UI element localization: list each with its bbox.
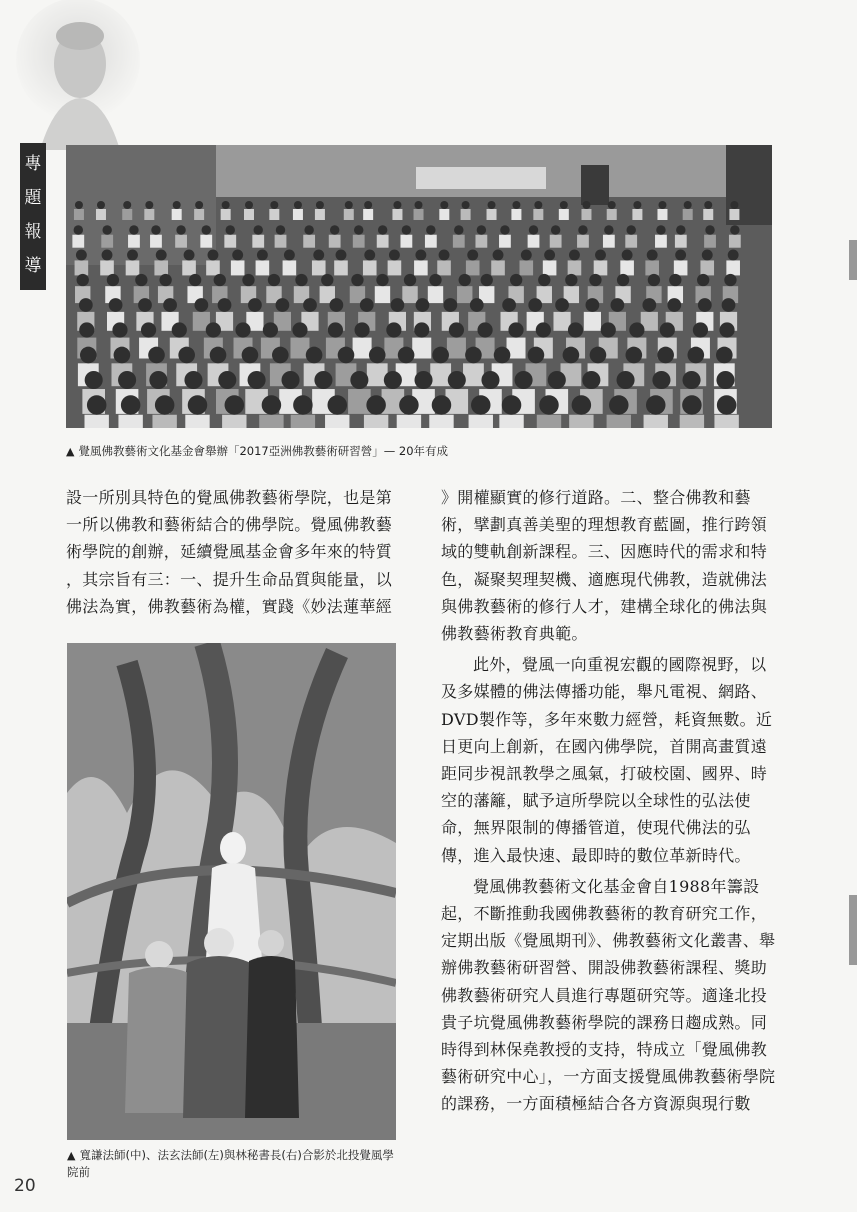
left-column-text [66, 484, 396, 620]
section-tab-char: 導 [24, 256, 42, 276]
auditorium-group-photo [66, 145, 772, 428]
caption-left [67, 1147, 397, 1181]
caption-top [66, 443, 766, 460]
buddha-head-decoration [0, 0, 140, 150]
page-edge-mark [849, 895, 857, 965]
text-line: ，其宗旨有三：一、提升生命品質與能量，以 [66, 569, 393, 589]
paragraph: 》開權顯實的修行道路。二、整合佛教和藝術，擘劃真善美聖的理想教育藍圖，推行跨領域的雙軌創新課程。三、因應時代的需求和特色，凝聚契理契機、適應現代佛教，造就佛法與佛教藝術的修行人才，建構全球化的佛法與佛教藝術教育典範。 [441, 488, 768, 644]
caption-top-text: 覺風佛教藝術文化基金會舉辦「2017亞洲佛教藝術研習營」— 20年有成 [78, 444, 449, 458]
text-line: 一所以佛教和藝術結合的佛學院。覺風佛教藝 [66, 515, 393, 535]
caption-marker: ▲ [66, 445, 75, 458]
text-line: 術學院的創辦，延續覺風基金會多年來的特質 [66, 542, 393, 562]
paragraph: 此外，覺風一向重視宏觀的國際視野，以及多媒體的佛法傳播功能，舉凡電視、網路、DVD製作等，多年來數力經營，耗資無數。近日更向上創新，在國內佛學院，首開高畫質遠距同步視訊教學之風氣，打破校園、國界、時空的藩籬，賦予這所學院以全球性的弘法使命，無界限制的傳播管道，使現代佛法的弘傳，進入最快速、最即時的數位革新時代。 [441, 655, 773, 865]
section-tab-char: 題 [24, 188, 42, 208]
paragraph: 覺風佛教藝術文化基金會自1988年籌設起，不斷推動我國佛教藝術的教育研究工作，定期出版《覺風期刊》、佛教藝術文化叢書、舉辦佛教藝術研習營、開設佛教藝術課程、獎助佛教藝術研究人員進行專題研究等。適逢北投貴子坑覺風佛教藝術學院的課務日趨成熟。同時得到林保堯教授的支持，特成立「覺風佛教藝術研究中心」，一方面支援覺風佛教藝術學院的課務，一方面積極結合各方資源與現行數 [441, 876, 776, 1114]
caption-marker: ▲ [67, 1149, 76, 1162]
section-tab-char: 報 [24, 222, 42, 242]
right-column-text [441, 484, 777, 1118]
caption-left-text: 寬謙法師(中)、法玄法師(左)與林秘書長(右)合影於北投覺風學院前 [67, 1148, 394, 1179]
page-number: 20 [14, 1176, 36, 1196]
text-line: 佛法為實，佛教藝術為權，實踐《妙法蓮華經 [66, 596, 393, 616]
section-tab-char: 專 [24, 154, 42, 174]
page-edge-mark [849, 240, 857, 280]
text-line: 設一所別具特色的覺風佛教藝術學院，也是第 [66, 488, 393, 507]
tree-group-photo [67, 643, 396, 1140]
section-tab [20, 143, 46, 290]
